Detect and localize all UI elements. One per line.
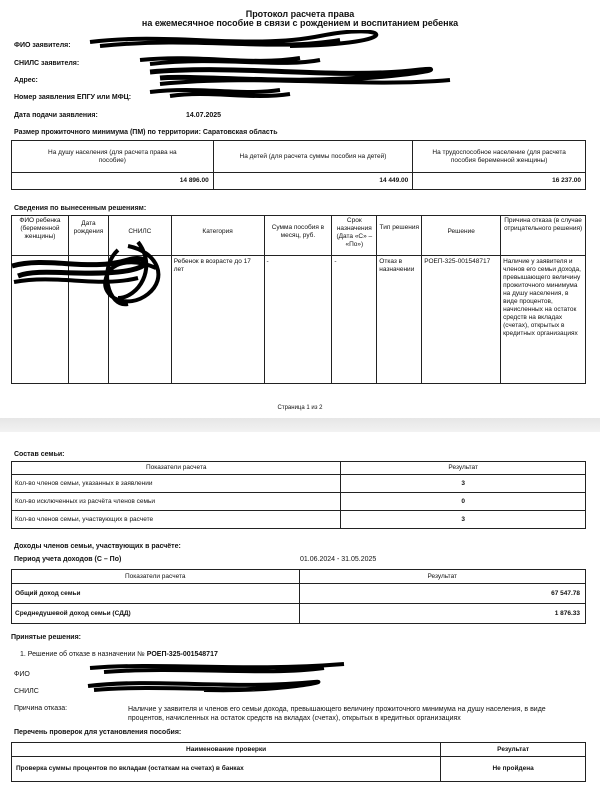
family-table bbox=[11, 461, 586, 529]
subsistence-col-per-capita: На душу населения (для расчета права на пособие) bbox=[12, 141, 214, 173]
decisions-cell-birthdate bbox=[68, 256, 108, 384]
table-row bbox=[12, 511, 586, 529]
decisions-cell-type: Отказ в назначении bbox=[377, 256, 422, 384]
family-heading: Состав семьи: bbox=[14, 451, 65, 458]
subsistence-value-working: 16 237.00 bbox=[413, 173, 586, 190]
decisions-cell-period: - bbox=[332, 256, 377, 384]
family-row-label: Кол-во членов семьи, участвующих в расчете bbox=[12, 511, 341, 529]
redaction-scribble-applicant bbox=[80, 30, 480, 110]
application-date-value: 14.07.2025 bbox=[186, 112, 222, 119]
income-heading: Доходы членов семьи, участвующих в расчёте: bbox=[14, 543, 181, 550]
page-2 bbox=[0, 432, 600, 806]
decisions-cell-snils bbox=[108, 256, 171, 384]
accepted-heading: Принятые решения: bbox=[11, 634, 82, 641]
decisions-header-category: Категория bbox=[171, 216, 264, 256]
family-row-value: 0 bbox=[341, 493, 586, 511]
application-date-label: Дата подачи заявления: bbox=[14, 112, 98, 119]
checks-col-result: Результат bbox=[441, 743, 586, 757]
decisions-header-reason: Причина отказа (в случае отрицательного решения) bbox=[501, 216, 586, 256]
table-row bbox=[12, 757, 586, 782]
accepted-item-number: РОЕП-325-001548717 bbox=[146, 651, 218, 658]
subsistence-table bbox=[11, 140, 586, 190]
accepted-snils-label: СНИЛС bbox=[14, 688, 39, 695]
income-row-value: 67 547.78 bbox=[299, 584, 585, 604]
decisions-header-decision: Решение bbox=[422, 216, 501, 256]
subsistence-value-per-capita: 14 896.00 bbox=[12, 173, 214, 190]
applicant-fio-label: ФИО заявителя: bbox=[14, 42, 71, 49]
subsistence-value-children: 14 449.00 bbox=[213, 173, 413, 190]
checks-col-name: Наименование проверки bbox=[12, 743, 441, 757]
decisions-header-child-fio: ФИО ребенка (беременной женщины) bbox=[12, 216, 69, 256]
checks-row-name: Проверка суммы процентов по вкладам (остаткам на счетах) в банках bbox=[12, 757, 441, 782]
family-col-result: Результат bbox=[341, 462, 586, 475]
subsistence-col-working: На трудоспособное население (для расчета пособия беременной женщины) bbox=[413, 141, 586, 173]
decisions-heading: Сведения по вынесенным решениям: bbox=[14, 205, 147, 212]
table-row bbox=[12, 604, 586, 624]
page-separator bbox=[0, 418, 600, 432]
decisions-table bbox=[11, 215, 586, 384]
subsistence-col-children: На детей (для расчета суммы пособия на детей) bbox=[213, 141, 413, 173]
applicant-address-label: Адрес: bbox=[14, 77, 38, 84]
decisions-header-amount: Сумма пособия в месяц, руб. bbox=[264, 216, 332, 256]
decisions-cell-category: Ребенок в возрасте до 17 лет bbox=[171, 256, 264, 384]
income-col-indicator: Показатели расчета bbox=[12, 570, 300, 584]
decisions-header-snils: СНИЛС bbox=[108, 216, 171, 256]
decisions-header-period: Срок назначения (Дата «С» – «По») bbox=[332, 216, 377, 256]
family-col-indicator: Показатели расчета bbox=[12, 462, 341, 475]
family-row-label: Кол-во членов семьи, указанных в заявлении bbox=[12, 475, 341, 493]
document-title: Протокол расчета права bbox=[245, 9, 355, 19]
decisions-cell-amount: - bbox=[264, 256, 332, 384]
table-row bbox=[12, 475, 586, 493]
family-row-value: 3 bbox=[341, 475, 586, 493]
checks-row-result: Не пройдена bbox=[441, 757, 586, 782]
family-row-label: Кол-во исключенных из расчёта членов семьи bbox=[12, 493, 341, 511]
accepted-item-prefix: 1. Решение об отказе в назначении № bbox=[20, 651, 145, 658]
decisions-header-birthdate: Дата рождения bbox=[68, 216, 108, 256]
subsistence-heading: Размер прожиточного минимума (ПМ) по территории: Саратовская область bbox=[14, 129, 278, 136]
decisions-header-type: Тип решения bbox=[377, 216, 422, 256]
income-row-label: Среднедушевой доход семьи (СДД) bbox=[12, 604, 300, 624]
decisions-cell-reason: Наличие у заявителя и членов его семьи дохода, превышающего величину прожиточного минимума на душу населения, в виде процентов, начисленных на остаток средств на вкладах (счетах), открытых в кредитных организациях bbox=[501, 256, 586, 384]
decisions-cell-child-fio bbox=[12, 256, 69, 384]
income-row-value: 1 876.33 bbox=[299, 604, 585, 624]
checks-heading: Перечень проверок для установления пособия: bbox=[14, 729, 182, 736]
redaction-scribble-decision bbox=[84, 660, 354, 700]
family-row-value: 3 bbox=[341, 511, 586, 529]
decisions-cell-decision: РОЕП-325-001548717 bbox=[422, 256, 501, 384]
accepted-item bbox=[20, 651, 218, 658]
income-period-label: Период учета доходов (С – По) bbox=[14, 556, 122, 563]
table-row bbox=[12, 584, 586, 604]
income-row-label: Общий доход семьи bbox=[12, 584, 300, 604]
income-col-result: Результат bbox=[299, 570, 585, 584]
table-row bbox=[12, 493, 586, 511]
application-number-label: Номер заявления ЕПГУ или МФЦ: bbox=[14, 94, 132, 101]
document-subtitle: на ежемесячное пособие в связи с рождением и воспитанием ребенка bbox=[141, 18, 459, 28]
accepted-reason-label: Причина отказа: bbox=[14, 705, 68, 712]
checks-table bbox=[11, 742, 586, 782]
page-footer: Страница 1 из 2 bbox=[277, 405, 323, 411]
applicant-snils-label: СНИЛС заявителя: bbox=[14, 60, 80, 67]
table-row bbox=[12, 256, 586, 384]
income-period-value: 01.06.2024 - 31.05.2025 bbox=[300, 556, 377, 563]
accepted-fio-label: ФИО bbox=[14, 671, 30, 678]
income-table bbox=[11, 569, 586, 624]
accepted-reason-text: Наличие у заявителя и членов его семьи дохода, превышающего величину прожиточного минимума на душу населения, в виде процентов, начисленных на остаток средств на вкладах (счетах), открытых в кредитных организациях bbox=[128, 706, 546, 722]
